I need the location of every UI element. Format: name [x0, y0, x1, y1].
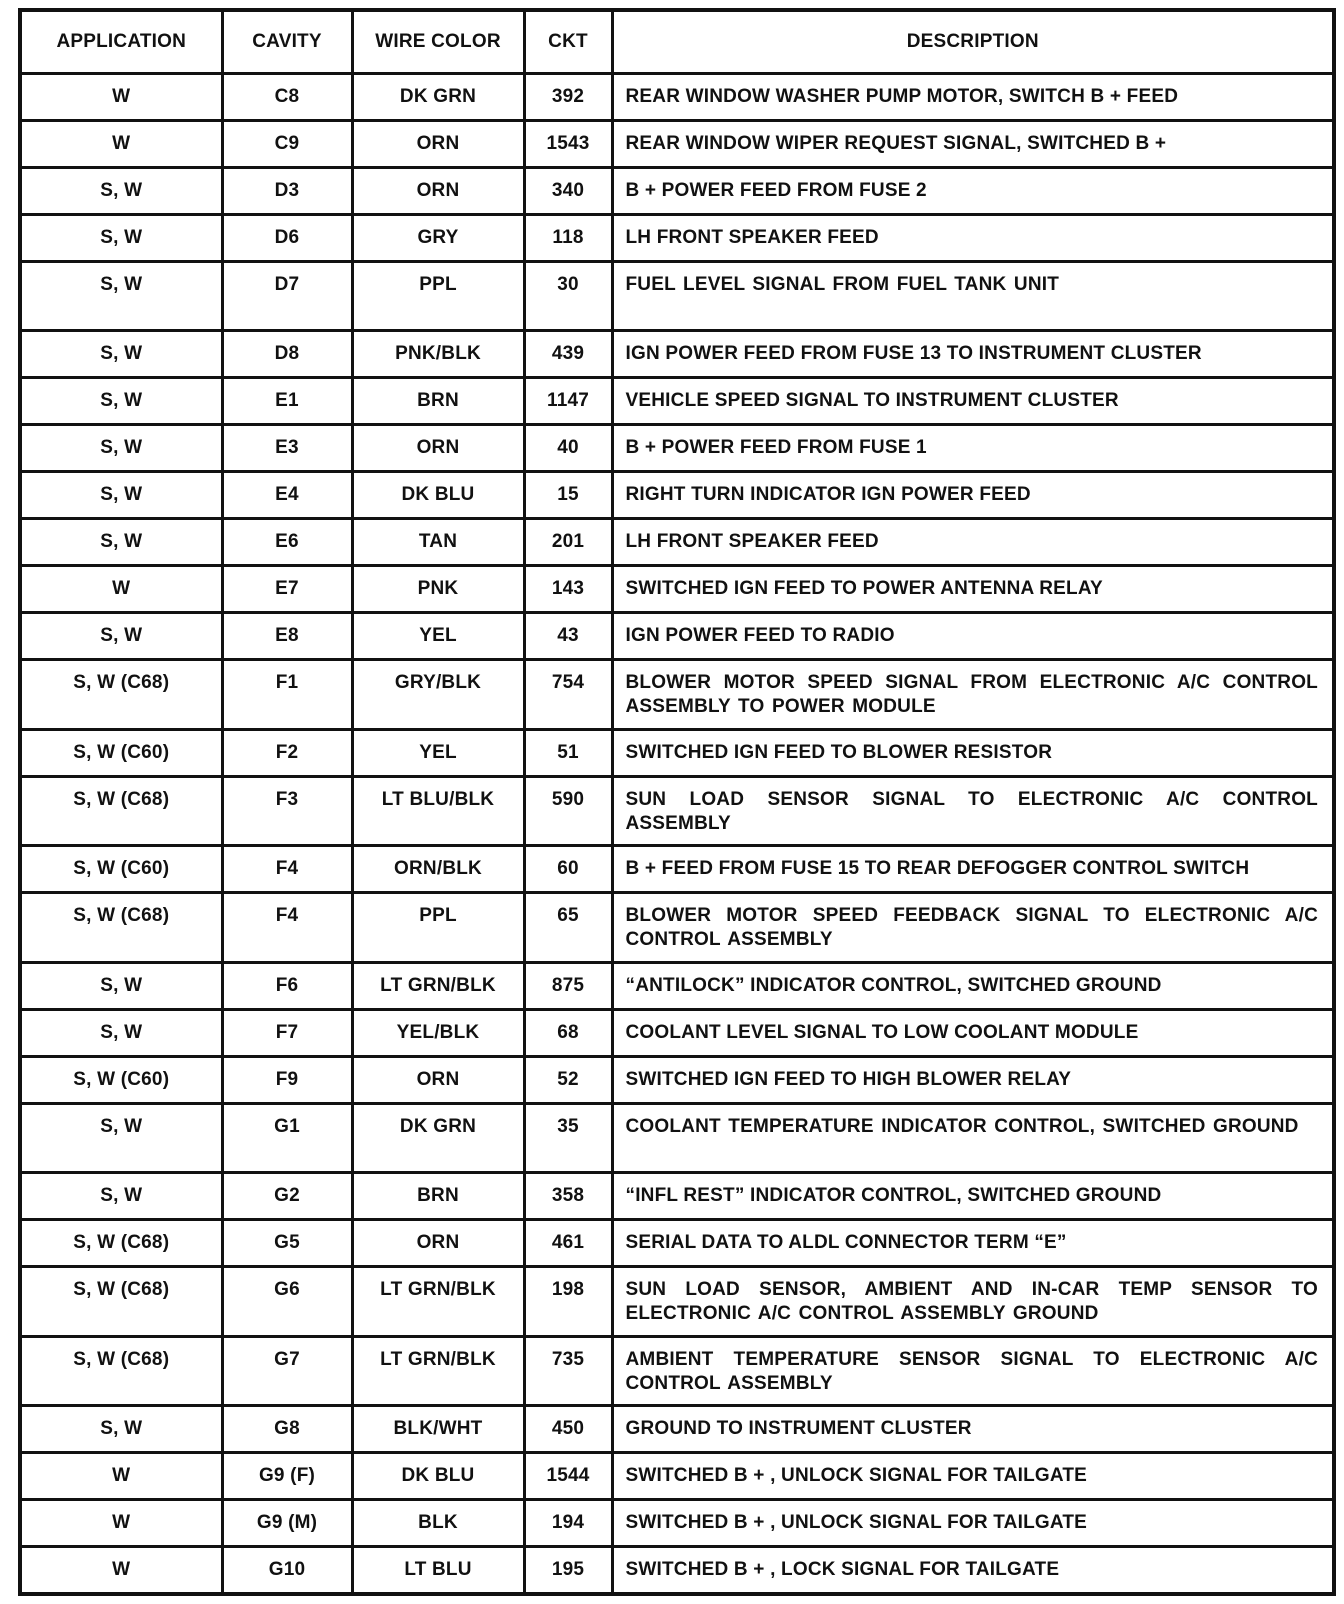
- table-row: [20, 1336, 1334, 1405]
- cell-description: IGN POWER FEED TO RADIO: [612, 613, 1334, 660]
- cell-description: SWITCHED B + , UNLOCK SIGNAL FOR TAILGATE: [612, 1453, 1334, 1500]
- cell-ckt: 194: [524, 1500, 612, 1547]
- cell-description: “INFL REST” INDICATOR CONTROL, SWITCHED GROUND: [612, 1173, 1334, 1220]
- cell-cavity: F1: [222, 660, 352, 729]
- table-row: [20, 1009, 1334, 1056]
- cell-application: W: [20, 1500, 222, 1547]
- cell-application: S, W (C68): [20, 1336, 222, 1405]
- cell-description: COOLANT TEMPERATURE INDICATOR CONTROL, SWITCHED GROUND: [612, 1103, 1334, 1172]
- cell-cavity: C8: [222, 74, 352, 121]
- cell-description: SWITCHED IGN FEED TO HIGH BLOWER RELAY: [612, 1056, 1334, 1103]
- cell-wire-color: ORN: [352, 121, 524, 168]
- table-row: [20, 168, 1334, 215]
- cell-cavity: F7: [222, 1009, 352, 1056]
- cell-cavity: D3: [222, 168, 352, 215]
- cell-wire-color: ORN: [352, 168, 524, 215]
- cell-ckt: 1543: [524, 121, 612, 168]
- cell-description: VEHICLE SPEED SIGNAL TO INSTRUMENT CLUSTER: [612, 378, 1334, 425]
- cell-application: S, W (C68): [20, 660, 222, 729]
- cell-wire-color: PPL: [352, 262, 524, 331]
- cell-description: SERIAL DATA TO ALDL CONNECTOR TERM “E”: [612, 1220, 1334, 1267]
- table-row: [20, 1173, 1334, 1220]
- cell-ckt: 450: [524, 1406, 612, 1453]
- cell-ckt: 439: [524, 331, 612, 378]
- wiring-table-sheet: [18, 8, 1336, 1596]
- cell-application: W: [20, 566, 222, 613]
- cell-description: IGN POWER FEED FROM FUSE 13 TO INSTRUMENT CLUSTER: [612, 331, 1334, 378]
- header-cavity: CAVITY: [222, 10, 352, 74]
- cell-ckt: 1147: [524, 378, 612, 425]
- cell-ckt: 43: [524, 613, 612, 660]
- cell-description: COOLANT LEVEL SIGNAL TO LOW COOLANT MODULE: [612, 1009, 1334, 1056]
- cell-application: S, W (C68): [20, 893, 222, 962]
- cell-cavity: G5: [222, 1220, 352, 1267]
- cell-cavity: D8: [222, 331, 352, 378]
- cell-ckt: 65: [524, 893, 612, 962]
- cell-cavity: E4: [222, 472, 352, 519]
- cell-ckt: 392: [524, 74, 612, 121]
- cell-wire-color: BRN: [352, 378, 524, 425]
- cell-cavity: F2: [222, 729, 352, 776]
- cell-cavity: E8: [222, 613, 352, 660]
- cell-ckt: 15: [524, 472, 612, 519]
- cell-application: W: [20, 121, 222, 168]
- table-row: [20, 1500, 1334, 1547]
- cell-wire-color: YEL/BLK: [352, 1009, 524, 1056]
- cell-description: SWITCHED B + , LOCK SIGNAL FOR TAILGATE: [612, 1547, 1334, 1594]
- cell-wire-color: TAN: [352, 519, 524, 566]
- cell-wire-color: ORN: [352, 1056, 524, 1103]
- cell-ckt: 195: [524, 1547, 612, 1594]
- cell-wire-color: LT BLU/BLK: [352, 776, 524, 845]
- cell-application: S, W: [20, 962, 222, 1009]
- table-row: [20, 1220, 1334, 1267]
- cell-application: S, W: [20, 331, 222, 378]
- table-row: [20, 1547, 1334, 1594]
- table-row: [20, 425, 1334, 472]
- cell-description: BLOWER MOTOR SPEED FEEDBACK SIGNAL TO ELECTRONIC A/C CONTROL ASSEMBLY: [612, 893, 1334, 962]
- header-wire-color: WIRE COLOR: [352, 10, 524, 74]
- cell-cavity: D7: [222, 262, 352, 331]
- cell-wire-color: LT GRN/BLK: [352, 962, 524, 1009]
- table-row: [20, 1103, 1334, 1172]
- table-row: [20, 776, 1334, 845]
- cell-wire-color: BLK: [352, 1500, 524, 1547]
- cell-description: “ANTILOCK” INDICATOR CONTROL, SWITCHED GROUND: [612, 962, 1334, 1009]
- table-row: [20, 331, 1334, 378]
- table-row: [20, 1406, 1334, 1453]
- cell-wire-color: DK BLU: [352, 472, 524, 519]
- cell-cavity: C9: [222, 121, 352, 168]
- table-row: [20, 613, 1334, 660]
- table-row: [20, 1267, 1334, 1336]
- cell-cavity: G2: [222, 1173, 352, 1220]
- table-row: [20, 1056, 1334, 1103]
- cell-application: W: [20, 74, 222, 121]
- cell-application: W: [20, 1547, 222, 1594]
- cell-cavity: F4: [222, 893, 352, 962]
- table-row: [20, 846, 1334, 893]
- cell-wire-color: YEL: [352, 729, 524, 776]
- header-row: [20, 10, 1334, 74]
- cell-application: S, W: [20, 262, 222, 331]
- cell-description: B + FEED FROM FUSE 15 TO REAR DEFOGGER CONTROL SWITCH: [612, 846, 1334, 893]
- cell-description: SUN LOAD SENSOR, AMBIENT AND IN-CAR TEMP SENSOR TO ELECTRONIC A/C CONTROL ASSEMBLY GROUND: [612, 1267, 1334, 1336]
- table-header: [20, 10, 1334, 74]
- cell-cavity: E6: [222, 519, 352, 566]
- cell-ckt: 60: [524, 846, 612, 893]
- cell-cavity: D6: [222, 215, 352, 262]
- cell-application: S, W (C60): [20, 729, 222, 776]
- cell-cavity: F6: [222, 962, 352, 1009]
- cell-cavity: G10: [222, 1547, 352, 1594]
- cell-cavity: F9: [222, 1056, 352, 1103]
- cell-description: SUN LOAD SENSOR SIGNAL TO ELECTRONIC A/C CONTROL ASSEMBLY: [612, 776, 1334, 845]
- table-row: [20, 74, 1334, 121]
- cell-cavity: G1: [222, 1103, 352, 1172]
- cell-ckt: 51: [524, 729, 612, 776]
- table-row: [20, 660, 1334, 729]
- cell-wire-color: DK GRN: [352, 1103, 524, 1172]
- table-row: [20, 893, 1334, 962]
- cell-wire-color: PNK: [352, 566, 524, 613]
- cell-description: REAR WINDOW WASHER PUMP MOTOR, SWITCH B + FEED: [612, 74, 1334, 121]
- cell-description: LH FRONT SPEAKER FEED: [612, 519, 1334, 566]
- cell-description: RIGHT TURN INDICATOR IGN POWER FEED: [612, 472, 1334, 519]
- cell-wire-color: GRY/BLK: [352, 660, 524, 729]
- cell-ckt: 1544: [524, 1453, 612, 1500]
- cell-application: S, W: [20, 215, 222, 262]
- cell-description: GROUND TO INSTRUMENT CLUSTER: [612, 1406, 1334, 1453]
- cell-description: BLOWER MOTOR SPEED SIGNAL FROM ELECTRONIC A/C CONTROL ASSEMBLY TO POWER MODULE: [612, 660, 1334, 729]
- cell-cavity: G7: [222, 1336, 352, 1405]
- cell-ckt: 590: [524, 776, 612, 845]
- cell-cavity: F4: [222, 846, 352, 893]
- cell-ckt: 735: [524, 1336, 612, 1405]
- cell-application: W: [20, 1453, 222, 1500]
- table-row: [20, 472, 1334, 519]
- table-row: [20, 378, 1334, 425]
- cell-description: SWITCHED IGN FEED TO POWER ANTENNA RELAY: [612, 566, 1334, 613]
- cell-description: LH FRONT SPEAKER FEED: [612, 215, 1334, 262]
- cell-application: S, W (C60): [20, 1056, 222, 1103]
- cell-cavity: E7: [222, 566, 352, 613]
- cell-ckt: 201: [524, 519, 612, 566]
- table-body: [20, 74, 1334, 1595]
- cell-description: SWITCHED IGN FEED TO BLOWER RESISTOR: [612, 729, 1334, 776]
- cell-application: S, W (C60): [20, 846, 222, 893]
- cell-wire-color: ORN: [352, 1220, 524, 1267]
- header-ckt: CKT: [524, 10, 612, 74]
- connector-wiring-table: [18, 8, 1336, 1596]
- cell-ckt: 358: [524, 1173, 612, 1220]
- cell-ckt: 340: [524, 168, 612, 215]
- cell-application: S, W: [20, 472, 222, 519]
- cell-wire-color: DK BLU: [352, 1453, 524, 1500]
- cell-ckt: 52: [524, 1056, 612, 1103]
- cell-application: S, W: [20, 1173, 222, 1220]
- cell-wire-color: PNK/BLK: [352, 331, 524, 378]
- cell-cavity: G6: [222, 1267, 352, 1336]
- cell-ckt: 118: [524, 215, 612, 262]
- cell-application: S, W (C68): [20, 776, 222, 845]
- cell-description: REAR WINDOW WIPER REQUEST SIGNAL, SWITCHED B +: [612, 121, 1334, 168]
- table-row: [20, 215, 1334, 262]
- table-row: [20, 566, 1334, 613]
- cell-wire-color: ORN/BLK: [352, 846, 524, 893]
- cell-ckt: 754: [524, 660, 612, 729]
- cell-application: S, W (C68): [20, 1267, 222, 1336]
- cell-cavity: F3: [222, 776, 352, 845]
- cell-cavity: G9 (F): [222, 1453, 352, 1500]
- cell-wire-color: GRY: [352, 215, 524, 262]
- table-row: [20, 121, 1334, 168]
- table-row: [20, 962, 1334, 1009]
- header-description: DESCRIPTION: [612, 10, 1334, 74]
- cell-description: SWITCHED B + , UNLOCK SIGNAL FOR TAILGATE: [612, 1500, 1334, 1547]
- cell-wire-color: ORN: [352, 425, 524, 472]
- cell-wire-color: PPL: [352, 893, 524, 962]
- cell-wire-color: BRN: [352, 1173, 524, 1220]
- cell-application: S, W: [20, 1009, 222, 1056]
- cell-wire-color: LT BLU: [352, 1547, 524, 1594]
- cell-ckt: 68: [524, 1009, 612, 1056]
- cell-application: S, W: [20, 519, 222, 566]
- cell-wire-color: LT GRN/BLK: [352, 1336, 524, 1405]
- cell-application: S, W: [20, 168, 222, 215]
- table-row: [20, 1453, 1334, 1500]
- cell-application: S, W (C68): [20, 1220, 222, 1267]
- cell-cavity: E3: [222, 425, 352, 472]
- cell-ckt: 35: [524, 1103, 612, 1172]
- cell-wire-color: YEL: [352, 613, 524, 660]
- cell-cavity: G8: [222, 1406, 352, 1453]
- cell-ckt: 875: [524, 962, 612, 1009]
- cell-description: FUEL LEVEL SIGNAL FROM FUEL TANK UNIT: [612, 262, 1334, 331]
- header-application: APPLICATION: [20, 10, 222, 74]
- cell-ckt: 143: [524, 566, 612, 613]
- cell-wire-color: DK GRN: [352, 74, 524, 121]
- cell-ckt: 198: [524, 1267, 612, 1336]
- cell-application: S, W: [20, 613, 222, 660]
- cell-cavity: G9 (M): [222, 1500, 352, 1547]
- cell-description: AMBIENT TEMPERATURE SENSOR SIGNAL TO ELECTRONIC A/C CONTROL ASSEMBLY: [612, 1336, 1334, 1405]
- table-row: [20, 729, 1334, 776]
- cell-description: B + POWER FEED FROM FUSE 2: [612, 168, 1334, 215]
- cell-application: S, W: [20, 1406, 222, 1453]
- cell-ckt: 40: [524, 425, 612, 472]
- cell-cavity: E1: [222, 378, 352, 425]
- cell-wire-color: LT GRN/BLK: [352, 1267, 524, 1336]
- cell-application: S, W: [20, 378, 222, 425]
- cell-application: S, W: [20, 425, 222, 472]
- cell-application: S, W: [20, 1103, 222, 1172]
- cell-description: B + POWER FEED FROM FUSE 1: [612, 425, 1334, 472]
- cell-wire-color: BLK/WHT: [352, 1406, 524, 1453]
- table-row: [20, 519, 1334, 566]
- cell-ckt: 461: [524, 1220, 612, 1267]
- table-row: [20, 262, 1334, 331]
- cell-ckt: 30: [524, 262, 612, 331]
